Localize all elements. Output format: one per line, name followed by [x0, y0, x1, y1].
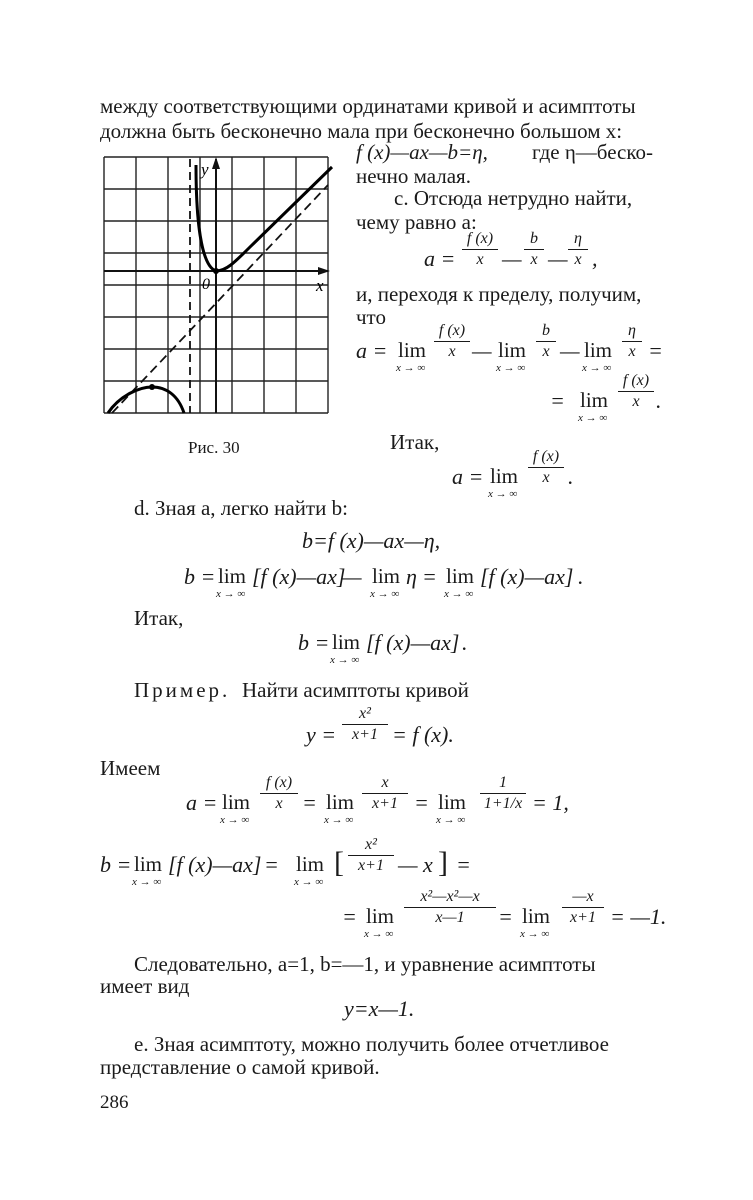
frac-eta-over-x: η x	[568, 230, 588, 269]
frac-b-over-x: b x	[524, 230, 544, 269]
figure-30	[100, 155, 340, 415]
frac-fx-over-x: f (x) x	[462, 230, 498, 269]
y-axis-arrow-icon	[212, 157, 220, 169]
c-line-2: чему равно a:	[356, 210, 477, 234]
example-label: Пример.	[134, 678, 231, 702]
a-def-lhs: a =	[424, 246, 456, 271]
imeem: Имеем	[100, 756, 161, 780]
e-line-2: представление о самой кривой.	[100, 1055, 380, 1079]
origin-point	[213, 268, 219, 274]
itak-2: Итак,	[134, 606, 184, 630]
eta-equation-tail: где η—беско-	[532, 140, 654, 164]
intro-line-1: между соответствующими ординатами кривой и асимптоты	[100, 94, 636, 118]
axis-x-label: x	[316, 276, 324, 295]
c-line-1: c. Отсюда нетрудно найти,	[394, 186, 633, 210]
example-text: Найти асимптоты кривой	[242, 678, 469, 702]
b-equation-1: b=f (x)—ax—η,	[302, 528, 441, 553]
figure-caption: Рис. 30	[188, 438, 240, 457]
page-number: 286	[100, 1092, 129, 1113]
e-line-1: e. Зная асимптоту, можно получить более отчетливое	[134, 1032, 609, 1056]
conclusion-line-2: имеет вид	[100, 974, 190, 998]
eta-desc: нечно малая.	[356, 164, 471, 188]
max-point	[149, 384, 155, 390]
eta-equation: f (x)—ax—b=η,	[356, 140, 488, 164]
itak-1: Итак,	[390, 430, 440, 454]
axis-y-label: y	[201, 160, 209, 179]
passing-line-2: что	[356, 305, 386, 329]
intro-line-2: должна быть бесконечно мала при бесконечно большом x:	[100, 119, 623, 143]
figure-axes	[104, 159, 328, 413]
origin-label: 0	[202, 276, 210, 293]
curve-left-branch	[108, 387, 184, 413]
asymptote-equation: y=x—1.	[344, 996, 415, 1021]
passing-line-1: и, переходя к пределу, получим,	[356, 282, 642, 306]
conclusion-line-1: Следовательно, a=1, b=—1, и уравнение асимптоты	[134, 952, 596, 976]
d-line: d. Зная a, легко найти b:	[134, 496, 348, 520]
